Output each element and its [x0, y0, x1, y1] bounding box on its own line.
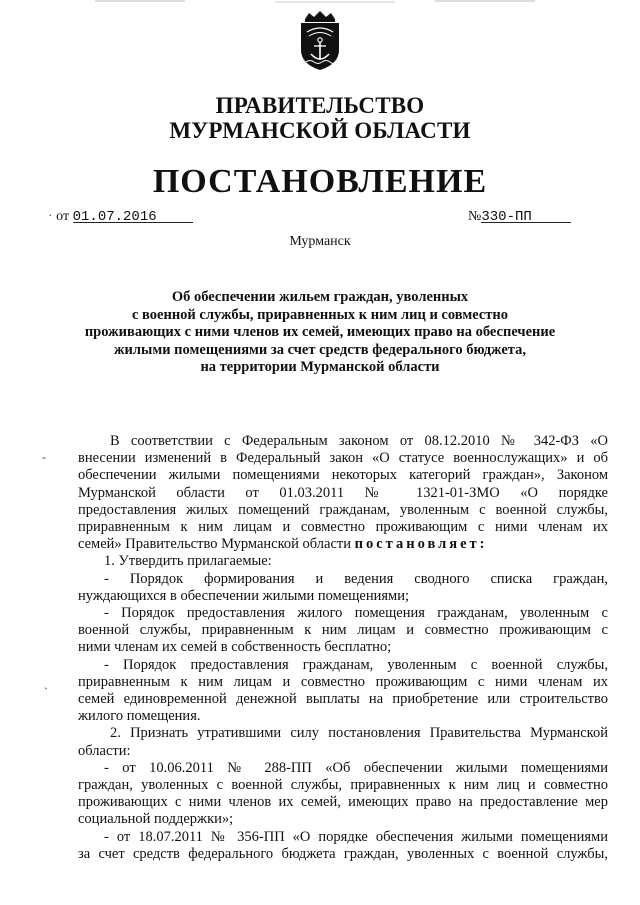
authority-line-1: ПРАВИТЕЛЬСТВО [215, 93, 425, 118]
number-value: 330-ПП [481, 209, 532, 225]
margin-mark: - [42, 450, 46, 464]
authority-line-2: МУРМАНСКОЙ ОБЛАСТИ [169, 118, 471, 143]
item-2a-line: - от 10.06.2011 № 288-ПП «Об обеспечении жилыми помещениями [104, 759, 608, 776]
preamble-line: обеспечении жилыми помещениями некоторых категорий граждан», Законом [78, 467, 608, 484]
date-value: 01.07.2016 [72, 209, 157, 225]
number-fill-line [481, 208, 571, 223]
item-2a-line: социальной поддержки»; [78, 811, 234, 828]
item-1a-line: нуждающихся в обеспечении жилыми помещениями; [78, 587, 409, 604]
subject-line: проживающих с ними членов их семей, имеющих право на обеспечение [84, 324, 556, 340]
scan-artifact [95, 0, 535, 4]
margin-mark: ˏ [44, 676, 48, 690]
item-1b-line: военной службы, приравненным к ним лицам и совместно проживающим с [78, 622, 608, 639]
number-block [468, 208, 571, 226]
subject-line: жилыми помещениями за счет средств федерального бюджета, [114, 341, 526, 358]
item-2-line: области: [78, 742, 131, 759]
date-prefix: от [56, 209, 70, 224]
subject-line: на территории Мурманской области [200, 359, 440, 375]
preamble-line: Мурманской области от 01.03.2011 № 1321-01-ЗМО «О порядке [78, 484, 608, 501]
subject-line: с военной службы, приравненных к ним лиц и совместно [131, 306, 508, 323]
item-2-line: 2. Признать утратившими силу постановления Правительства Мурманской [110, 725, 608, 742]
item-2a-line: проживающих с ними членов их семей, имеющих право на предоставление мер [78, 794, 608, 811]
document-type-title: ПОСТАНОВЛЕНИЕ [152, 163, 488, 200]
item-2a-line: граждан, уволенных с военной службы, приравненных к ним лиц и совместно [78, 777, 608, 794]
item-1c-line: семей единовременной денежной выплаты на приобретение или строительство [78, 691, 608, 708]
item-1b-line: ними членам их семей в собственность бесплатно; [78, 639, 392, 656]
date-block [48, 208, 193, 226]
preamble-line: В соответствии с Федеральным законом от 08.12.2010 № 342-ФЗ «О [110, 433, 608, 449]
margin-dot: · [48, 209, 53, 224]
issuing-authority [0, 93, 640, 143]
preamble-line: предоставления жилых помещений гражданам, уволенным с военной службы, [78, 501, 608, 518]
document-subject [60, 289, 580, 377]
item-1c-line: приравненным к ним лицам и совместно проживающим с ними членам их [78, 673, 608, 690]
item-1a-line: - Порядок формирования и ведения сводного списка граждан, [104, 570, 608, 587]
item-2b-line: - от 18.07.2011 № 356-ПП «О порядке обеспечения жилыми помещениями [104, 828, 608, 845]
preamble-line: внесении изменений в Федеральный закон «О статусе военнослужащих» и об [78, 450, 608, 467]
item-1c-line: - Порядок предоставления гражданам, уволенным с военной службы, [104, 656, 608, 673]
preamble-line: приравненным к ним лицам и совместно проживающим с ними членам их [78, 519, 608, 536]
item-1: 1. Утвердить прилагаемые: [104, 553, 272, 570]
date-fill-line [73, 208, 193, 223]
subject-line: Об обеспечении жильем граждан, уволенных [171, 289, 469, 305]
item-1b-line: - Порядок предоставления жилого помещения гражданам, уволенным с [104, 605, 608, 622]
city: Мурманск [289, 234, 351, 249]
decree-word: постановляет: [354, 536, 488, 553]
preamble-last-line [78, 536, 608, 553]
preamble-line: семей» Правительство Мурманской области [78, 536, 352, 553]
document-body [78, 433, 608, 863]
item-1c-line: жилого помещения. [78, 708, 201, 725]
murmansk-coat-of-arms-icon [295, 10, 345, 72]
number-prefix: № [468, 209, 482, 224]
item-2b-line: за счет средств федерального бюджета граждан, уволенных с военной службы, [78, 845, 608, 862]
